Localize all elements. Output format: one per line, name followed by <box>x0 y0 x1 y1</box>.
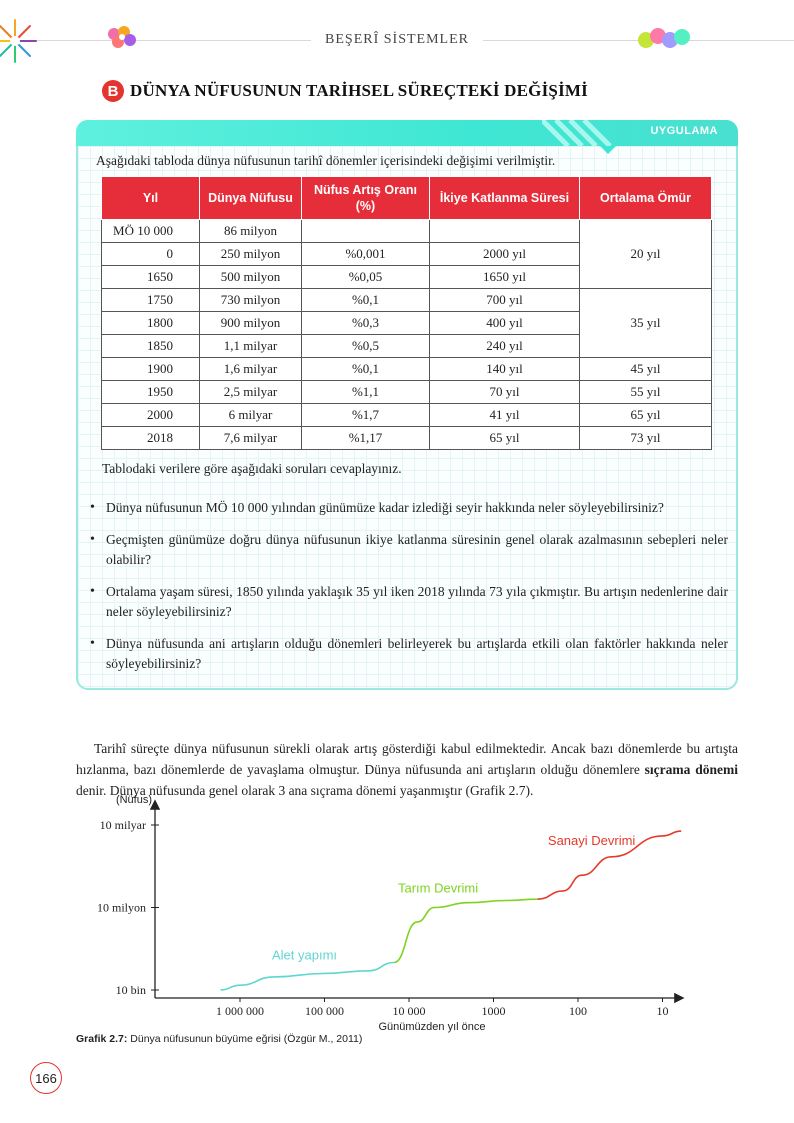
cell-population: 6 milyar <box>200 404 302 427</box>
x-tick-label: 1 000 000 <box>216 1004 264 1018</box>
question-item: • Dünya nüfusunda ani artışların olduğu dönemleri belirleyerek bu artışlarda etkili olan faktörler hakkında neler söyleyebilirsiniz? <box>88 634 728 674</box>
cell-doubling: 400 yıl <box>430 312 580 335</box>
cell-lifespan: 45 yıl <box>580 358 712 381</box>
col-header: Yıl <box>102 177 200 220</box>
cell-population: 730 milyon <box>200 289 302 312</box>
cell-population: 2,5 milyar <box>200 381 302 404</box>
running-head: BEŞERÎ SİSTEMLER <box>0 32 794 48</box>
cell-rate: %1,7 <box>302 404 430 427</box>
col-header: İkiye Katlanma Süresi <box>430 177 580 220</box>
section-title: DÜNYA NÜFUSUNUN TARİHSEL SÜREÇTEKİ DEĞİŞİMİ <box>130 81 588 100</box>
cell-year: 1850 <box>102 335 200 358</box>
cell-year: 2000 <box>102 404 200 427</box>
question-item: • Ortalama yaşam süresi, 1850 yılında yaklaşık 35 yıl iken 2018 yılında 73 yıla çıkmıştır. Bu artışın nedenlerine dair neler söyleyebilirsiniz? <box>88 582 728 622</box>
y-tick-label: 10 milyar <box>99 818 146 832</box>
cell-doubling: 240 yıl <box>430 335 580 358</box>
balloons-icon <box>636 26 692 52</box>
question-item: • Dünya nüfusunun MÖ 10 000 yılından günümüze kadar izlediği seyir hakkında neler söyleyebilirsiniz? <box>88 498 728 518</box>
cell-lifespan: 73 yıl <box>580 427 712 450</box>
cell-rate: %0,1 <box>302 289 430 312</box>
y-tick-label: 10 bin <box>115 983 146 997</box>
cell-doubling: 70 yıl <box>430 381 580 404</box>
section-badge: B <box>102 80 124 102</box>
x-tick-label: 1000 <box>481 1004 506 1018</box>
series-label: Alet yapımı <box>271 947 338 963</box>
cell-year: 1800 <box>102 312 200 335</box>
paragraph-text: Tarihî süreçte dünya nüfusunun sürekli olarak artış gösterdiği kabul edilmektedir. Ancak bazı dönemlerde bu artışta hızlanma, bazı dönemlerde de yavaşlama olmuştur. Dünya nüfusunda ani artışların olduğu dönemlere <box>76 740 738 777</box>
cell-doubling: 2000 yıl <box>430 243 580 266</box>
cell-lifespan: 55 yıl <box>580 381 712 404</box>
cell-lifespan: 20 yıl <box>580 220 712 289</box>
question-item: • Geçmişten günümüze doğru dünya nüfusunun ikiye katlanma süresinin genel olarak azalmasının sebepleri neler olabilir? <box>88 530 728 570</box>
col-header: Nüfus Artış Oranı (%) <box>302 177 430 220</box>
table-row <box>102 220 712 243</box>
cell-year: 0 <box>102 243 200 266</box>
x-tick-label: 10 <box>656 1004 669 1018</box>
x-tick-label: 100 <box>569 1004 587 1018</box>
figure-caption <box>76 1033 362 1045</box>
series-line-1 <box>394 899 538 962</box>
cell-doubling: 1650 yıl <box>430 266 580 289</box>
header-stripes <box>542 120 652 146</box>
col-header: Dünya Nüfusu <box>200 177 302 220</box>
question-list <box>88 498 728 686</box>
series-line-0 <box>221 963 395 991</box>
cell-rate: %0,05 <box>302 266 430 289</box>
series-label: Tarım Devrimi <box>397 880 479 896</box>
cell-year: 1900 <box>102 358 200 381</box>
paragraph-text: denir. Dünya nüfusunda genel olarak 3 ana sıçrama dönemi yaşanmıştır (Grafik 2.7). <box>76 782 534 798</box>
cell-doubling: 700 yıl <box>430 289 580 312</box>
cell-year: 1650 <box>102 266 200 289</box>
cell-population: 86 milyon <box>200 220 302 243</box>
cell-year: 1750 <box>102 289 200 312</box>
cell-year: 1950 <box>102 381 200 404</box>
cell-rate: %0,3 <box>302 312 430 335</box>
cell-population: 900 milyon <box>200 312 302 335</box>
table-header-row <box>102 177 712 220</box>
cell-rate: %0,1 <box>302 358 430 381</box>
cell-lifespan: 65 yıl <box>580 404 712 427</box>
population-growth-chart <box>0 790 794 1035</box>
cell-doubling: 140 yıl <box>430 358 580 381</box>
panel-label: UYGULAMA <box>650 125 718 137</box>
table-row <box>102 404 712 427</box>
x-tick-label: 100 000 <box>305 1004 344 1018</box>
page-number: 166 <box>30 1062 62 1094</box>
cell-year: MÖ 10 000 <box>102 220 200 243</box>
cell-population: 1,1 milyar <box>200 335 302 358</box>
cell-population: 1,6 milyar <box>200 358 302 381</box>
caption-text: Dünya nüfusunun büyüme eğrisi (Özgür M., 2011) <box>127 1033 363 1045</box>
cell-doubling <box>430 220 580 243</box>
paragraph-term: sıçrama dönemi <box>644 761 738 777</box>
questions-lead: Tablodaki verilere göre aşağıdaki soruları cevaplayınız. <box>102 461 402 476</box>
x-tick-label: 10 000 <box>392 1004 426 1018</box>
y-tick-label: 10 milyon <box>96 900 146 915</box>
intro-text: Aşağıdaki tabloda dünya nüfusunun tarihî dönemler içerisindeki değişimi verilmiştir. <box>96 153 556 168</box>
panel-notch <box>600 146 616 154</box>
caption-label: Grafik 2.7: <box>76 1033 128 1045</box>
table-row <box>102 358 712 381</box>
cell-rate: %1,17 <box>302 427 430 450</box>
x-axis-label: Günümüzden yıl önce <box>378 1021 486 1033</box>
cell-rate: %0,5 <box>302 335 430 358</box>
y-axis-label: (Nüfus) <box>115 794 152 806</box>
table-row <box>102 381 712 404</box>
series-label: Sanayi Devrimi <box>547 832 636 848</box>
cell-year: 2018 <box>102 427 200 450</box>
cell-lifespan: 35 yıl <box>580 289 712 358</box>
cell-population: 500 milyon <box>200 266 302 289</box>
cell-doubling: 65 yıl <box>430 427 580 450</box>
cell-population: 7,6 milyar <box>200 427 302 450</box>
table-row <box>102 427 712 450</box>
col-header: Ortalama Ömür <box>580 177 712 220</box>
cell-rate <box>302 220 430 243</box>
section-heading <box>102 80 588 102</box>
cell-population: 250 milyon <box>200 243 302 266</box>
population-table <box>101 176 712 450</box>
cell-rate: %1,1 <box>302 381 430 404</box>
cell-rate: %0,001 <box>302 243 430 266</box>
table-row <box>102 289 712 312</box>
cell-doubling: 41 yıl <box>430 404 580 427</box>
